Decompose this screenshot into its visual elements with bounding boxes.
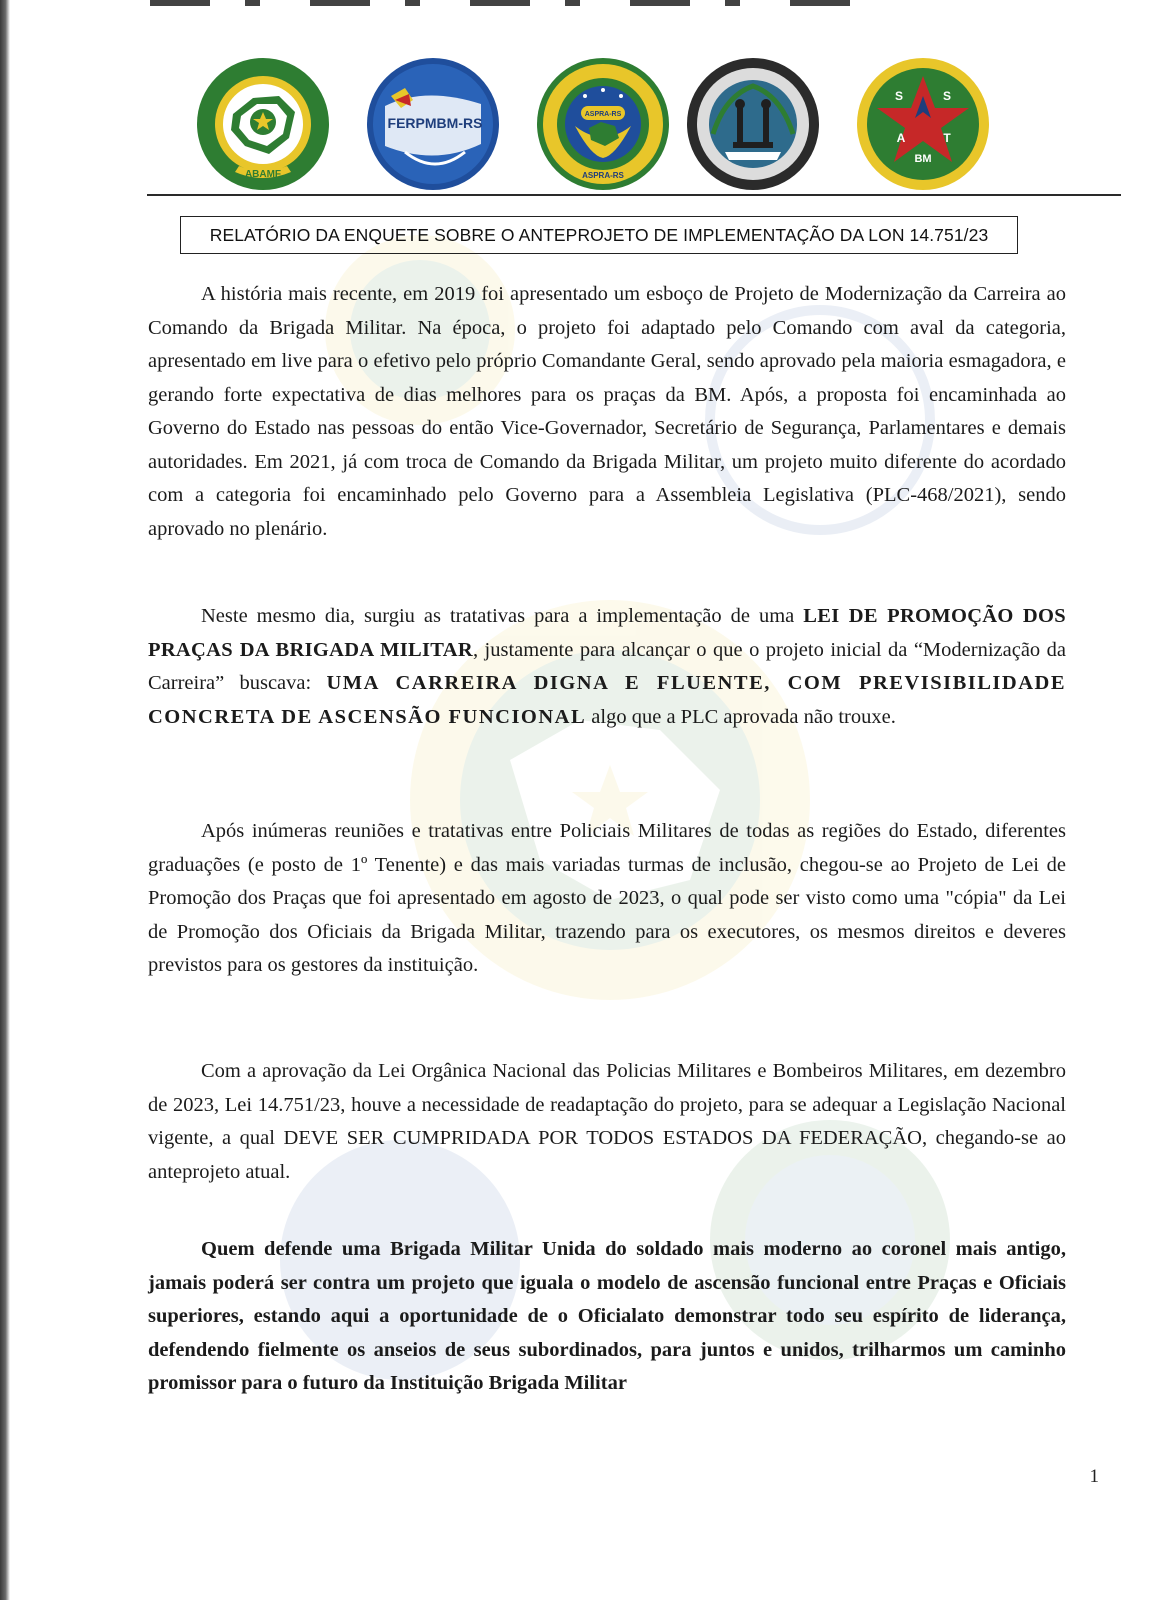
abamf-logo [195,56,331,192]
svg-text:ASPRA-RS: ASPRA-RS [584,111,622,118]
paragraph-closing [148,1233,1066,1401]
ssat-letter-a: A [896,131,906,145]
closing-statement: Quem defende uma Brigada Militar Unida do soldado mais moderno ao coronel mais antigo, jamais poderá ser contra um projeto que iguala o modelo de ascensão funcional entre Praças e Oficiais superiores, estando aqui a oportunidade de o Oficialato demonstrar todo seu espírito de liderança, defendendo fielmente os anseios de seus subordinados, para juntos e unidos, trilharmos um caminho promissor para o futuro da Instituição Brigada Militar [148,1238,1066,1394]
cropped-header-remnant [150,0,870,6]
paragraph-promotion-law-part-e: algo que a PLC aprovada não trouxe. [586,705,896,728]
ssat-bm-logo [855,56,991,192]
ferpmbm-label: FERPMBM-RS [387,115,483,131]
paragraph-national-law: Com a aprovação da Lei Orgânica Nacional das Policias Militares e Bombeiros Militares, em dezembro de 2023, Lei 14.751/23, houve a necessidade de readaptação do projeto, para se adequar a Legislação Nacional vigente, a qual DEVE SER CUMPRIDADA POR TODOS ESTADOS DA FEDERAÇÃO, chegando-se ao anteprojeto atual. [148,1060,1066,1183]
ssat-bm-label: BM [914,153,932,165]
ssat-letter-s1: S [894,89,904,103]
paragraph-promotion-law [148,600,1066,734]
paragraph-promotion-law-part-a: Neste mesmo dia, surgiu as tratativas para a implementação de uma [201,605,804,627]
aspra-label: ASPRA-RS [582,171,624,180]
career-goal-highlight: UMA CARREIRA DIGNA E FLUENTE, COM PREVISIBILIDADE CONCRETA DE ASCENSÃO FUNCIONAL [148,672,1066,728]
report-title: RELATÓRIO DA ENQUETE SOBRE O ANTEPROJETO DE IMPLEMENTAÇÃO DA LON 14.751/23 [180,216,1018,254]
paragraph-history: A história mais recente, em 2019 foi apresentado um esboço de Projeto de Modernização da Carreira ao Comando da Brigada Militar. Na época, o projeto foi adaptado pelo Comando com aval da categoria, apresentado em live para o efetivo pelo próprio Comandante Geral, sendo aprovado pela maioria esmagadora, e gerando forte expectativa de dias melhores para os praças da BM. Após, a proposta foi encaminhada ao Governo do Estado nas pessoas do então Vice-Governador, Secretário de Segurança, Parlamentares e demais autoridades. Em 2021, já com troca de Comando da Brigada Militar, um projeto muito diferente do acordado com a categoria foi encaminhado pelo Governo para a Assembleia Legislativa (PLC-468/2021), sendo aprovado no plenário. [148,283,1066,540]
promotion-law-highlight: LEI DE PROMOÇÃO DOS PRAÇAS DA BRIGADA MILITAR [148,605,1066,661]
paragraph-promotion-law-part-c: , justamente para alcançar o que o projeto inicial da “Modernização da Carreira” buscava: [148,638,1066,694]
ssat-letter-t: T [943,131,951,145]
ferpmbm-logo [365,56,501,192]
ssat-letter-s2: S [942,89,952,103]
scan-edge-shadow [0,0,10,1600]
oficiais-estaduais-logo [685,56,821,192]
paragraph-meetings: Após inúmeras reuniões e tratativas entre Policiais Militares de todas as regiões do Estado, diferentes graduações (e posto de 1º Tenente) e das mais variadas turmas de inclusão, chegou-se ao Projeto de Lei de Promoção dos Praças que foi apresentado em agosto de 2023, o qual pode ser visto como uma "cópia" da Lei de Promoção dos Oficiais da Brigada Militar, trazendo para os executores, os mesmos direitos e deveres previstos para os gestores da instituição. [148,820,1066,976]
association-logos [195,56,1075,192]
header-divider [147,194,1121,196]
page-number: 1 [1089,1466,1099,1487]
abamf-label: ABAMF [244,169,282,180]
aspra-logo [535,56,671,192]
